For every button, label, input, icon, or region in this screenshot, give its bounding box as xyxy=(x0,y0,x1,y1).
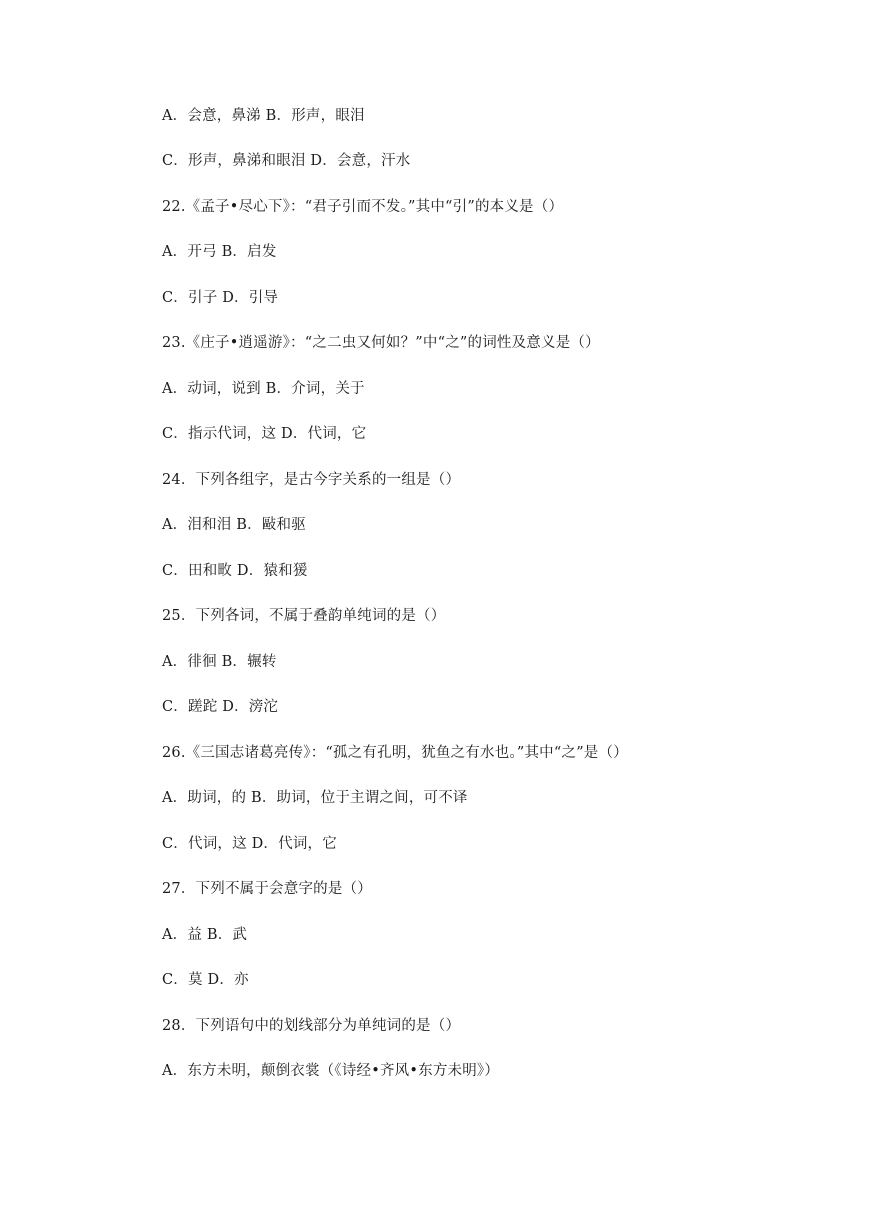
option-line-q27-ab: A．益 B．武 xyxy=(162,927,248,943)
option-line-q26-cd: C．代词，这 D．代词，它 xyxy=(162,836,337,852)
option-line-q26-ab: A．助词，的 B．助词，位于主谓之间，可不译 xyxy=(162,790,468,806)
option-line-q23-ab: A．动词，说到 B．介词，关于 xyxy=(162,381,365,397)
option-line-q22-ab: A．开弓 B．启发 xyxy=(162,244,277,260)
option-line-q25-ab: A．徘徊 B．辗转 xyxy=(162,654,277,670)
option-line-q25-cd: C．蹉跎 D．滂沱 xyxy=(162,699,279,715)
option-line-q24-cd: C．田和畋 D．猿和猨 xyxy=(162,563,308,579)
option-line-q22-cd: C．引子 D．引导 xyxy=(162,290,279,306)
option-line-q21-ab: A．会意，鼻涕 B．形声，眼泪 xyxy=(162,108,365,124)
question-28: 28．下列语句中的划线部分为单纯词的是（） xyxy=(162,1018,461,1034)
question-23: 23.《庄子•逍遥游》：“之二虫又何如？”中“之”的词性及意义是（） xyxy=(162,335,600,351)
option-line-q21-cd: C．形声，鼻涕和眼泪 D．会意，汗水 xyxy=(162,153,411,169)
question-27: 27．下列不属于会意字的是（） xyxy=(162,881,372,897)
question-25: 25．下列各词，不属于叠韵单纯词的是（） xyxy=(162,608,446,624)
question-26: 26.《三国志诸葛亮传》：“孤之有孔明，犹鱼之有水也。”其中“之”是（） xyxy=(162,745,628,761)
option-line-q28-a: A．东方未明，颠倒衣裳（《诗经•齐风•东方未明》） xyxy=(162,1063,500,1079)
question-24: 24．下列各组字，是古今字关系的一组是（） xyxy=(162,472,461,488)
option-line-q24-ab: A．泪和泪 B．敺和驱 xyxy=(162,517,306,533)
option-line-q23-cd: C．指示代词，这 D．代词，它 xyxy=(162,426,367,442)
question-22: 22.《孟子•尽心下》：“君子引而不发。”其中“引”的本义是（） xyxy=(162,199,564,215)
option-line-q27-cd: C．莫 D．亦 xyxy=(162,972,249,988)
